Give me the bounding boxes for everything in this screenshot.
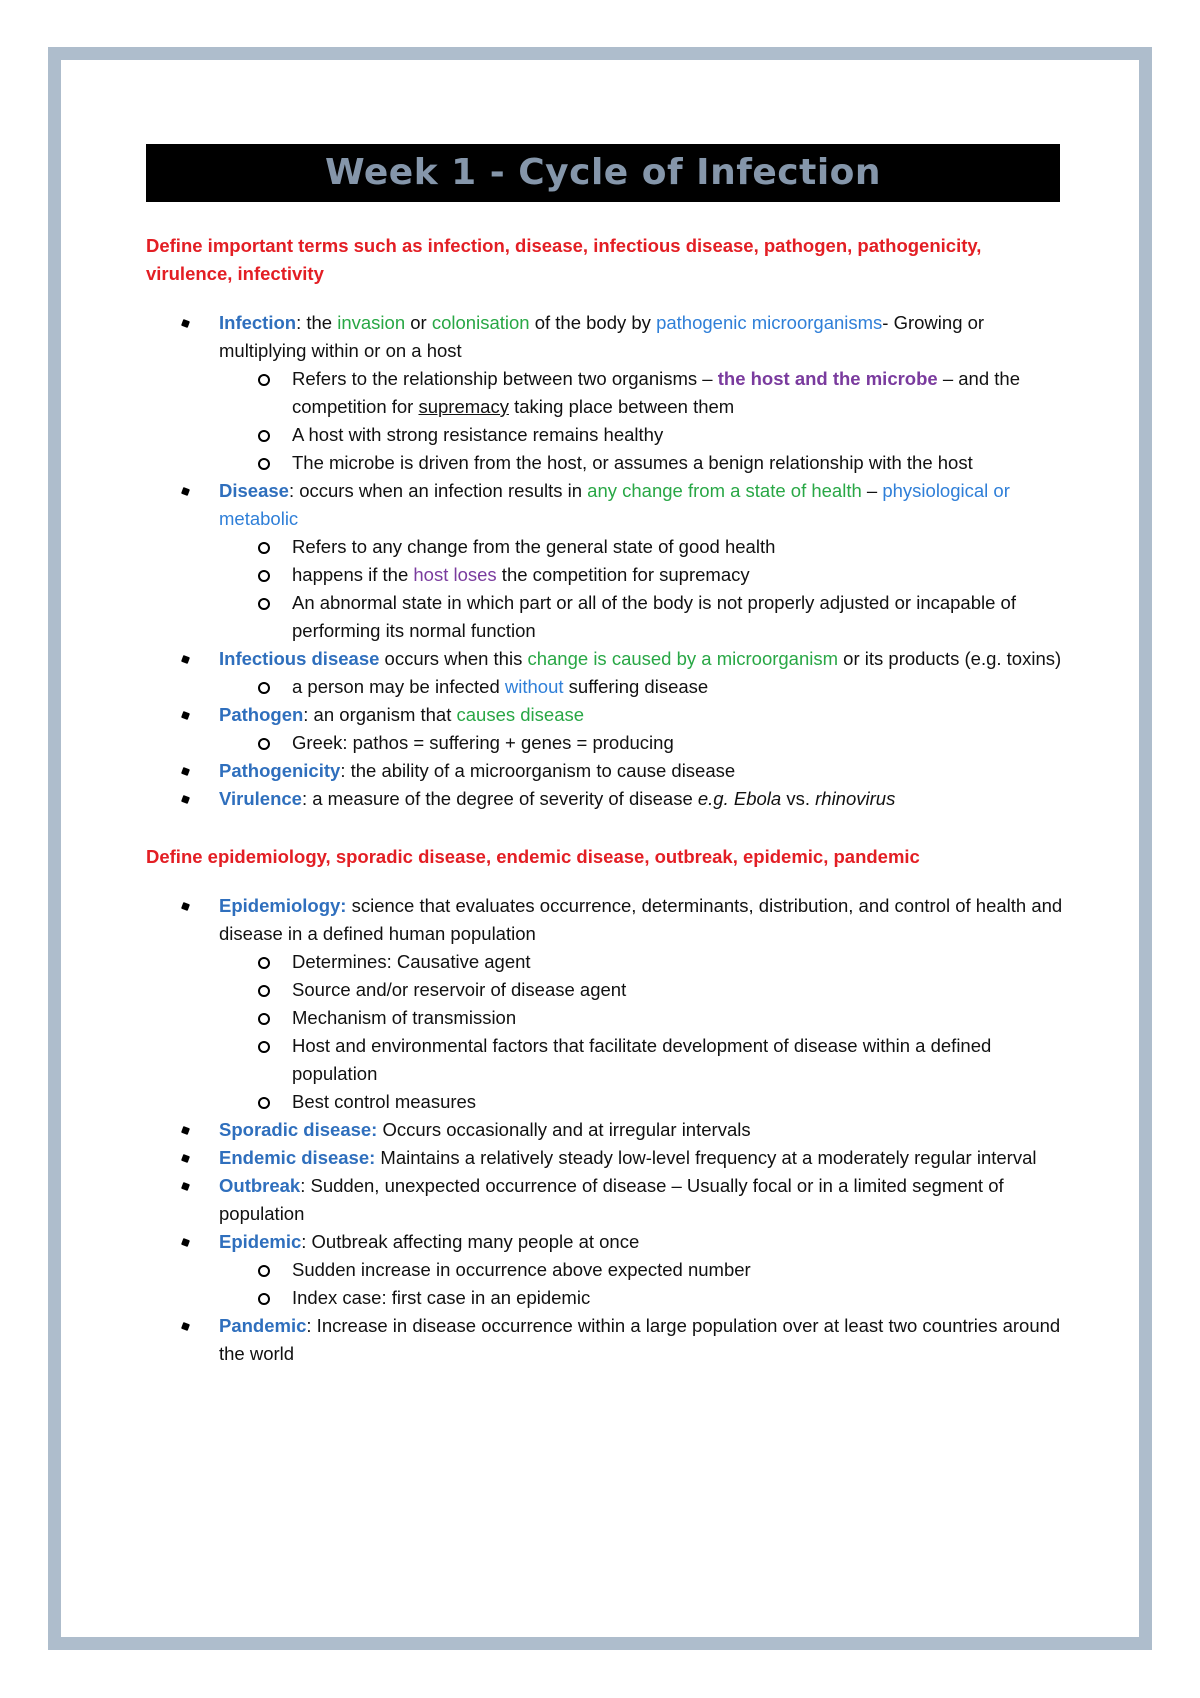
square-bullet-icon xyxy=(181,767,190,776)
list-item-outbreak: Outbreak: Sudden, unexpected occurrence of disease – Usually focal or in a limited segment of population xyxy=(146,1172,1066,1228)
epidemic-sublist xyxy=(219,1256,1066,1312)
list-item-endemic: Endemic disease: Maintains a relatively steady low-level frequency at a moderately regular interval xyxy=(146,1144,1066,1172)
section-heading-terms: Define important terms such as infection, disease, infectious disease, pathogen, pathogenicity, virulence, infectivity xyxy=(146,235,982,284)
section-heading-epidemiology: Define epidemiology, sporadic disease, endemic disease, outbreak, epidemic, pandemic xyxy=(146,846,920,867)
square-bullet-icon xyxy=(181,795,190,804)
list-item-infection: Infection: the invasion or colonisation of the body by pathogenic microorganisms- Growing or multiplying within or on a host Refers to the relationship between two organisms – the host and the microbe – and the competition for supremacy taking place between them A host with strong resistance remains healthy The microbe is driven from the host, or assumes a benign relationship with the host xyxy=(146,309,1066,477)
square-bullet-icon xyxy=(181,902,190,911)
disease-sublist xyxy=(219,533,1066,645)
list-item: Best control measures xyxy=(219,1088,1066,1116)
list-item: a person may be infected without suffering disease xyxy=(219,673,1066,701)
list-item: Refers to the relationship between two organisms – the host and the microbe – and the competition for supremacy taking place between them xyxy=(219,365,1066,421)
page-title: Week 1 - Cycle of Infection xyxy=(324,152,882,193)
circle-bullet-icon xyxy=(258,1293,270,1305)
list-item: Index case: first case in an epidemic xyxy=(219,1284,1066,1312)
circle-bullet-icon xyxy=(258,682,270,694)
square-bullet-icon xyxy=(181,1154,190,1163)
circle-bullet-icon xyxy=(258,374,270,386)
list-item: An abnormal state in which part or all of the body is not properly adjusted or incapable of performing its normal function xyxy=(219,589,1066,645)
list-item: Determines: Causative agent xyxy=(219,948,1066,976)
epidemiology-list xyxy=(146,892,1066,1368)
page-title-bar xyxy=(146,144,1060,202)
circle-bullet-icon xyxy=(258,430,270,442)
list-item-infectious-disease: Infectious disease occurs when this change is caused by a microorganism or its products (e.g. toxins) a person may be infected without suffering disease xyxy=(146,645,1066,701)
list-item-epidemic: Epidemic: Outbreak affecting many people at once Sudden increase in occurrence above expected number Index case: first case in an epidemic xyxy=(146,1228,1066,1312)
circle-bullet-icon xyxy=(258,1097,270,1109)
list-item-pathogen: Pathogen: an organism that causes disease Greek: pathos = suffering + genes = producing xyxy=(146,701,1066,757)
circle-bullet-icon xyxy=(258,458,270,470)
list-item-virulence: Virulence: a measure of the degree of severity of disease e.g. Ebola vs. rhinovirus xyxy=(146,785,1066,813)
epidemiology-sublist xyxy=(219,948,1066,1116)
square-bullet-icon xyxy=(181,1238,190,1247)
list-item: Host and environmental factors that facilitate development of disease within a defined population xyxy=(219,1032,1066,1088)
list-item: Refers to any change from the general state of good health xyxy=(219,533,1066,561)
circle-bullet-icon xyxy=(258,570,270,582)
circle-bullet-icon xyxy=(258,1041,270,1053)
infectious-sublist xyxy=(219,673,1066,701)
infection-sublist xyxy=(219,365,1066,477)
square-bullet-icon xyxy=(181,1126,190,1135)
list-item: Sudden increase in occurrence above expected number xyxy=(219,1256,1066,1284)
list-item: happens if the host loses the competition for supremacy xyxy=(219,561,1066,589)
list-item-pathogenicity: Pathogenicity: the ability of a microorganism to cause disease xyxy=(146,757,1066,785)
list-item: Greek: pathos = suffering + genes = producing xyxy=(219,729,1066,757)
square-bullet-icon xyxy=(181,319,190,328)
circle-bullet-icon xyxy=(258,1013,270,1025)
square-bullet-icon xyxy=(181,655,190,664)
square-bullet-icon xyxy=(181,711,190,720)
list-item: Mechanism of transmission xyxy=(219,1004,1066,1032)
list-item: The microbe is driven from the host, or assumes a benign relationship with the host xyxy=(219,449,1066,477)
pathogen-sublist xyxy=(219,729,1066,757)
square-bullet-icon xyxy=(181,1322,190,1331)
list-item-disease: Disease: occurs when an infection results in any change from a state of health – physiological or metabolic Refers to any change from the general state of good health happens if the host loses the competition for supremacy An abnormal state in which part or all of the body is not properly adjusted or incapable of performing its normal function xyxy=(146,477,1066,645)
list-item: Source and/or reservoir of disease agent xyxy=(219,976,1066,1004)
circle-bullet-icon xyxy=(258,957,270,969)
circle-bullet-icon xyxy=(258,1265,270,1277)
list-item: A host with strong resistance remains healthy xyxy=(219,421,1066,449)
circle-bullet-icon xyxy=(258,598,270,610)
square-bullet-icon xyxy=(181,1182,190,1191)
document-content xyxy=(146,232,1066,1368)
square-bullet-icon xyxy=(181,487,190,496)
list-item-epidemiology: Epidemiology: science that evaluates occurrence, determinants, distribution, and control of health and disease in a defined human population Determines: Causative agent Source and/or reservoir of disease agent Mechanism of transmission Host and environmental factors that facilitate development of disease within a defined population Best control measures xyxy=(146,892,1066,1116)
list-item-sporadic: Sporadic disease: Occurs occasionally and at irregular intervals xyxy=(146,1116,1066,1144)
circle-bullet-icon xyxy=(258,985,270,997)
terms-list xyxy=(146,309,1066,813)
list-item-pandemic: Pandemic: Increase in disease occurrence within a large population over at least two countries around the world xyxy=(146,1312,1066,1368)
circle-bullet-icon xyxy=(258,738,270,750)
circle-bullet-icon xyxy=(258,542,270,554)
